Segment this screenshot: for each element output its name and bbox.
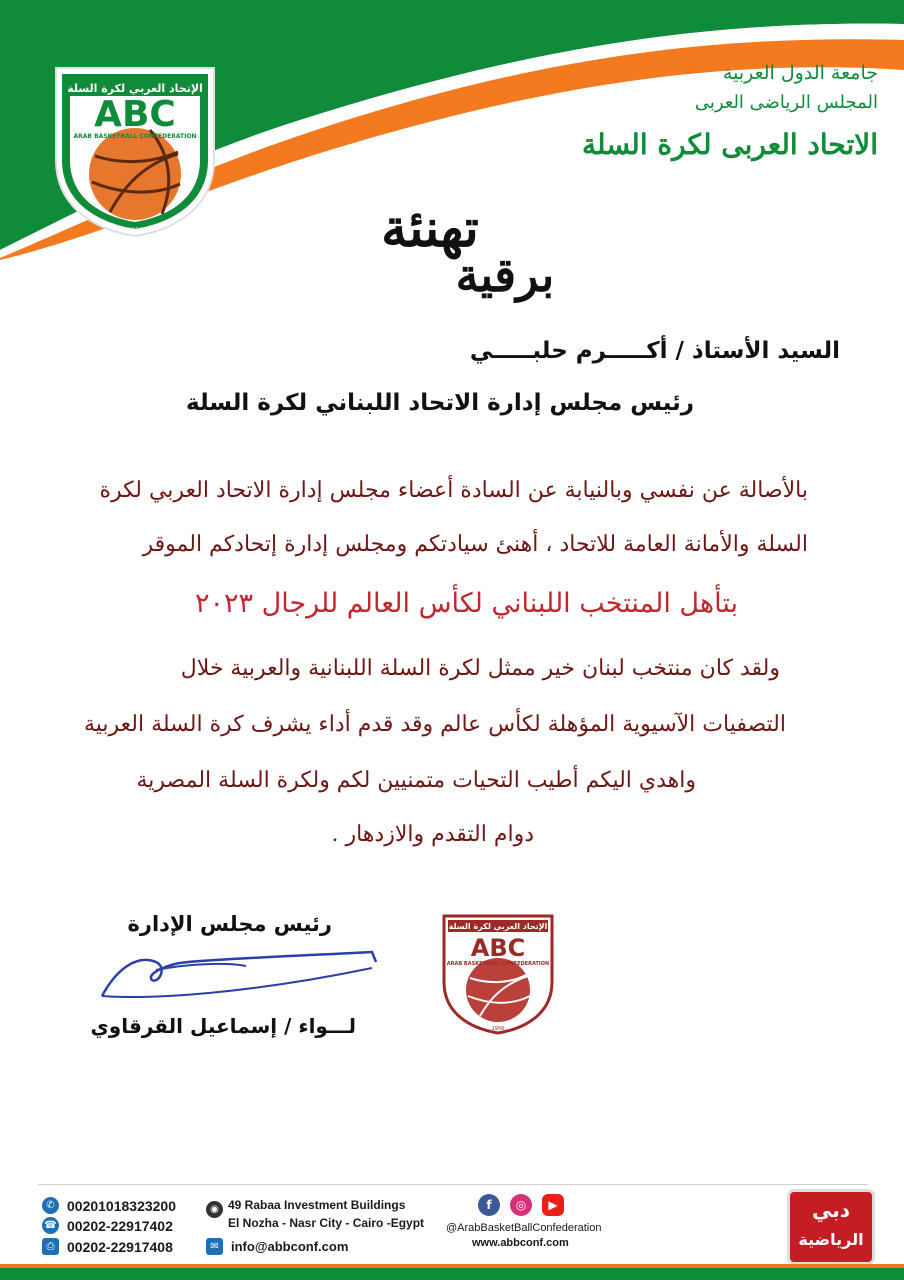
abc-stamp-logo: [440, 912, 556, 1036]
footer-divider: [38, 1184, 868, 1185]
bottom-green-bar: [0, 1268, 904, 1280]
contact-email: [206, 1238, 348, 1255]
phone-3-text: 00202-22917408: [67, 1238, 173, 1255]
logo-abc-text: ABC: [94, 94, 176, 135]
stamp-abc-text: ABC: [470, 934, 526, 962]
title-barqiah: برقية: [455, 248, 555, 302]
body-p2-line-2: التصفيات الآسيوية المؤهلة لكأس عالم وقد قدم أداء يشرف كرة السلة العربية: [83, 712, 786, 737]
website-link[interactable]: www.abbconf.com: [472, 1237, 569, 1249]
logo-year: 1956: [127, 227, 143, 234]
email-icon: ✉: [206, 1238, 223, 1255]
recipient-title: رئيس مجلس إدارة الاتحاد اللبناني لكرة السلة: [186, 390, 694, 416]
logo-top-arabic: الإتحاد العربي لكرة السلة: [67, 82, 203, 95]
org-line-federation: الاتحاد العربى لكرة السلة: [582, 128, 878, 161]
youtube-icon[interactable]: ▶: [542, 1194, 564, 1216]
logo-subtitle: ARAB BASKETBALL CONFEDERATION: [73, 133, 197, 140]
phone-icon: ✆: [42, 1197, 59, 1214]
body-highlight: بتأهل المنتخب اللبناني لكأس العالم للرجال ٢٠٢٣: [195, 588, 738, 619]
abc-logo: [50, 64, 220, 240]
fax-icon: ⎙: [42, 1238, 59, 1255]
body-p1-line-1: بالأصالة عن نفسي وبالنيابة عن السادة أعضاء مجلس إدارة الاتحاد العربي لكرة: [99, 478, 808, 503]
dubai-sports-logo: [790, 1192, 872, 1262]
phone-1-text: 00201018323200: [67, 1197, 177, 1214]
signature-title: رئيس مجلس الإدارة: [127, 912, 332, 936]
signature-scribble: [96, 940, 386, 1010]
contact-phone-3: [42, 1238, 173, 1255]
phone-2-text: 00202-22917402: [67, 1217, 173, 1234]
address-line-1: 49 Rabaa Investment Buildings: [228, 1198, 406, 1212]
contact-phone-2: [42, 1217, 173, 1234]
stamp-year: 1956: [491, 1026, 505, 1032]
email-text[interactable]: info@abbconf.com: [231, 1239, 349, 1254]
social-handle[interactable]: @ArabBasketBallConfederation: [446, 1222, 602, 1234]
recipient-name: السيد الأستاذ / أكـــــرم حلبـــــي: [469, 338, 840, 364]
body-p1-line-2: السلة والأمانة العامة للاتحاد ، أهنئ سيادتكم ومجلس إدارة إتحادكم الموقر: [142, 532, 808, 557]
signatory-name: لـــواء / إسماعيل القرقاوي: [90, 1014, 356, 1038]
stamp-top-arabic: الإتحاد العربي لكرة السلة: [448, 922, 548, 931]
body-p2-line-3: واهدي اليكم أطيب التحيات متمنيين لكم ولكرة السلة المصرية: [136, 768, 696, 793]
body-p2-line-4: دوام التقدم والازدهار .: [331, 822, 534, 847]
stamp-subtitle: ARAB BASKETBALL CONFEDERATION: [446, 961, 550, 967]
telephone-icon: ☎: [42, 1217, 59, 1234]
address-line-2: El Nozha - Nasr City - Cairo -Egypt: [228, 1216, 425, 1230]
contact-phone-1: [42, 1197, 176, 1214]
body-p2-line-1: ولقد كان منتخب لبنان خير ممثل لكرة السلة اللبنانية والعربية خلال: [180, 656, 780, 681]
org-line-council: المجلس الرياضى العربى: [694, 92, 878, 113]
title-tahniah: تهنئة: [381, 198, 479, 259]
tv-logo-bottom: الرياضية: [798, 1230, 864, 1249]
facebook-icon[interactable]: f: [478, 1194, 500, 1216]
location-icon: ◉: [206, 1201, 223, 1218]
instagram-icon[interactable]: ◎: [510, 1194, 532, 1216]
tv-logo-top: دبي: [811, 1198, 850, 1222]
org-line-league: جامعة الدول العربية: [722, 62, 878, 84]
